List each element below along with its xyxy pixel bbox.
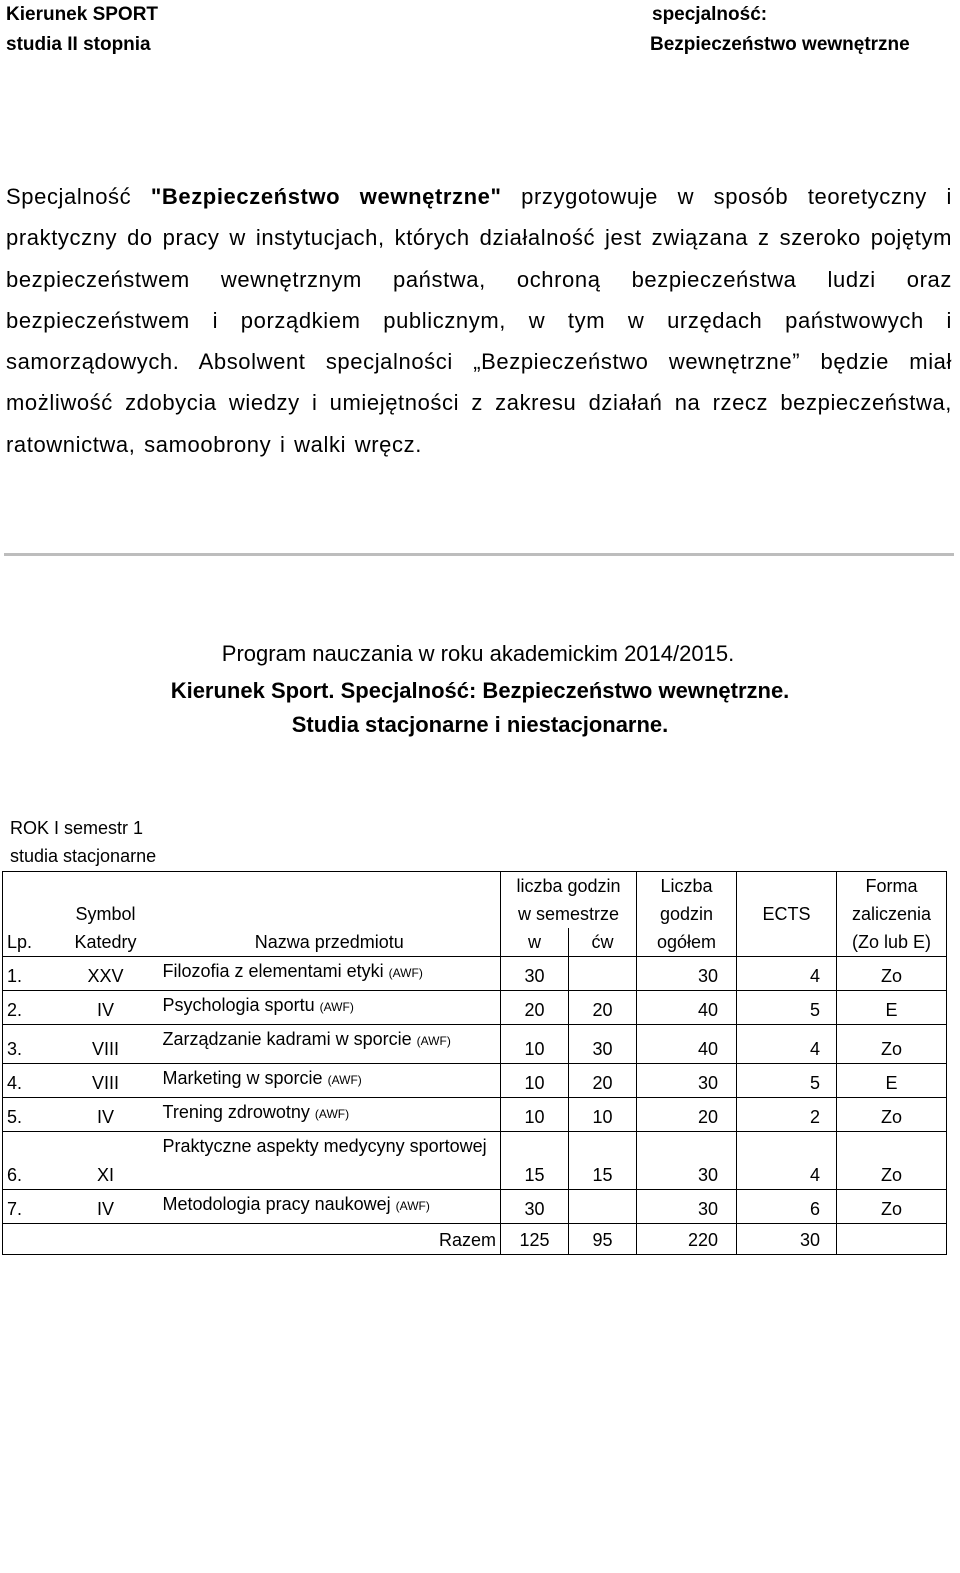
sum-w: 125 — [501, 1224, 569, 1255]
intro-text: przygotowuje w sposób teoretyczny i praktyczny do pracy w instytucjach, których działalność jest związana z szeroko pojętym bezpieczeństwem wewnętrznym państwa, ochroną bezpieczeństwa ludzi oraz bezpieczeństwem i porządkiem publicznym, w tym w urzędach państwowych i samorządowych. Absolwent specjalności „Bezpieczeństwo wewnętrzne” będzie miał możliwość zdobycia wiedzy i umiejętności z zakresu działań na rzecz bezpieczeństwa, ratownictwa, samoobrony i walki wręcz. — [6, 184, 952, 457]
cell-symbol: IV — [53, 991, 159, 1025]
cell-w: 30 — [501, 1190, 569, 1224]
table-row — [3, 1064, 947, 1098]
cell-total: 30 — [637, 1132, 737, 1190]
cell-form: Zo — [837, 1025, 947, 1064]
header-level: studia II stopnia — [6, 34, 151, 55]
cell-form: Zo — [837, 1132, 947, 1190]
intro-lead: Specjalność — [6, 184, 132, 209]
col-header-lp: Lp. — [3, 872, 53, 957]
horizontal-divider — [4, 553, 954, 556]
cell-w: 30 — [501, 957, 569, 991]
cell-form: E — [837, 991, 947, 1025]
table-row — [3, 1190, 947, 1224]
cell-form: Zo — [837, 1098, 947, 1132]
cell-symbol: XXV — [53, 957, 159, 991]
subject-tag: (AWF) — [314, 1107, 350, 1121]
cell-w: 10 — [501, 1025, 569, 1064]
cell-ects: 4 — [737, 957, 837, 991]
subject-tag: (AWF) — [395, 1199, 430, 1213]
cell-w: 15 — [501, 1132, 569, 1190]
cell-lp: 6. — [3, 1132, 53, 1190]
subject-tag: (AWF) — [319, 1000, 354, 1014]
col-header-hours: liczba godzin w semestrze w ćw — [501, 872, 637, 957]
cell-total: 40 — [637, 991, 737, 1025]
cell-subject — [159, 957, 501, 991]
cell-ects: 2 — [737, 1098, 837, 1132]
subject-tag: (AWF) — [388, 966, 423, 980]
cell-lp: 7. — [3, 1190, 53, 1224]
cell-total: 30 — [637, 957, 737, 991]
cell-subject — [159, 1025, 501, 1064]
cell-symbol: XI — [53, 1132, 159, 1190]
table-row — [3, 991, 947, 1025]
subject-name: Marketing w sporcie — [162, 1068, 323, 1088]
cell-lp: 2. — [3, 991, 53, 1025]
cell-w: 10 — [501, 1064, 569, 1098]
table-header-row — [3, 872, 947, 957]
col-header-subject: Nazwa przedmiotu — [159, 872, 501, 957]
cell-ects: 6 — [737, 1190, 837, 1224]
col-header-total: Liczba godzin ogółem — [637, 872, 737, 957]
cell-total: 30 — [637, 1064, 737, 1098]
cell-total: 30 — [637, 1190, 737, 1224]
cell-w: 20 — [501, 991, 569, 1025]
cell-cw: 20 — [569, 991, 637, 1025]
col-header-ects: ECTS — [737, 872, 837, 957]
cell-ects: 4 — [737, 1132, 837, 1190]
cell-lp: 1. — [3, 957, 53, 991]
table-sum-row — [3, 1224, 947, 1255]
curriculum-table — [2, 871, 947, 1255]
sum-form — [837, 1224, 947, 1255]
cell-symbol: VIII — [53, 1064, 159, 1098]
cell-subject — [159, 1132, 501, 1190]
col-header-cw: ćw — [568, 928, 636, 956]
subject-name: Metodologia pracy naukowej — [162, 1194, 391, 1214]
cell-form: Zo — [837, 957, 947, 991]
subject-tag: (AWF) — [327, 1073, 362, 1087]
cell-w: 10 — [501, 1098, 569, 1132]
table-row — [3, 1098, 947, 1132]
cell-total: 20 — [637, 1098, 737, 1132]
col-header-w: w — [528, 932, 541, 952]
program-title: Program nauczania w roku akademickim 2014/2015. — [221, 641, 735, 666]
year-semester: ROK I semestr 1 — [10, 818, 144, 838]
cell-ects: 5 — [737, 991, 837, 1025]
sum-label: Razem — [3, 1224, 501, 1255]
program-mode: Studia stacjonarne i niestacjonarne. — [291, 712, 669, 737]
cell-lp: 5. — [3, 1098, 53, 1132]
subject-name: Zarządzanie kadrami w sporcie — [162, 1029, 412, 1049]
cell-total: 40 — [637, 1025, 737, 1064]
cell-subject — [159, 991, 501, 1025]
cell-ects: 5 — [737, 1064, 837, 1098]
cell-cw: 15 — [569, 1132, 637, 1190]
header-specialty-label: specjalność: — [652, 4, 768, 25]
sum-ects: 30 — [737, 1224, 837, 1255]
cell-subject — [159, 1190, 501, 1224]
subject-name: Trening zdrowotny — [162, 1102, 310, 1122]
header-right — [652, 0, 910, 60]
study-mode: studia stacjonarne — [10, 846, 157, 866]
subject-name: Praktyczne aspekty medycyny sportowej — [162, 1136, 487, 1156]
cell-symbol: IV — [53, 1190, 159, 1224]
cell-lp: 4. — [3, 1064, 53, 1098]
program-field: Kierunek Sport. Specjalność: Bezpieczeństwo wewnętrzne. — [170, 678, 790, 703]
sum-total: 220 — [637, 1224, 737, 1255]
table-row — [3, 957, 947, 991]
cell-cw: 30 — [569, 1025, 637, 1064]
intro-paragraph — [6, 176, 952, 465]
intro-specialty-bold: "Bezpieczeństwo wewnętrzne" — [150, 184, 502, 209]
cell-form: Zo — [837, 1190, 947, 1224]
col-header-symbol: Symbol Katedry — [53, 872, 159, 957]
cell-lp: 3. — [3, 1025, 53, 1064]
cell-subject — [159, 1064, 501, 1098]
cell-cw — [569, 1190, 637, 1224]
subject-tag: (AWF) — [416, 1034, 451, 1048]
cell-cw: 10 — [569, 1098, 637, 1132]
cell-cw — [569, 957, 637, 991]
cell-ects: 4 — [737, 1025, 837, 1064]
cell-subject — [159, 1098, 501, 1132]
cell-form: E — [837, 1064, 947, 1098]
col-header-form: Forma zaliczenia (Zo lub E) — [837, 872, 947, 957]
subject-name: Filozofia z elementami etyki — [162, 961, 384, 981]
cell-symbol: VIII — [53, 1025, 159, 1064]
subject-name: Psychologia sportu — [162, 995, 315, 1015]
header-left — [6, 0, 158, 60]
header-specialty-name: Bezpieczeństwo wewnętrzne — [650, 34, 910, 55]
table-row — [3, 1025, 947, 1064]
sum-cw: 95 — [569, 1224, 637, 1255]
table-row — [3, 1132, 947, 1190]
cell-cw: 20 — [569, 1064, 637, 1098]
header-field: Kierunek SPORT — [6, 4, 159, 25]
cell-symbol: IV — [53, 1098, 159, 1132]
